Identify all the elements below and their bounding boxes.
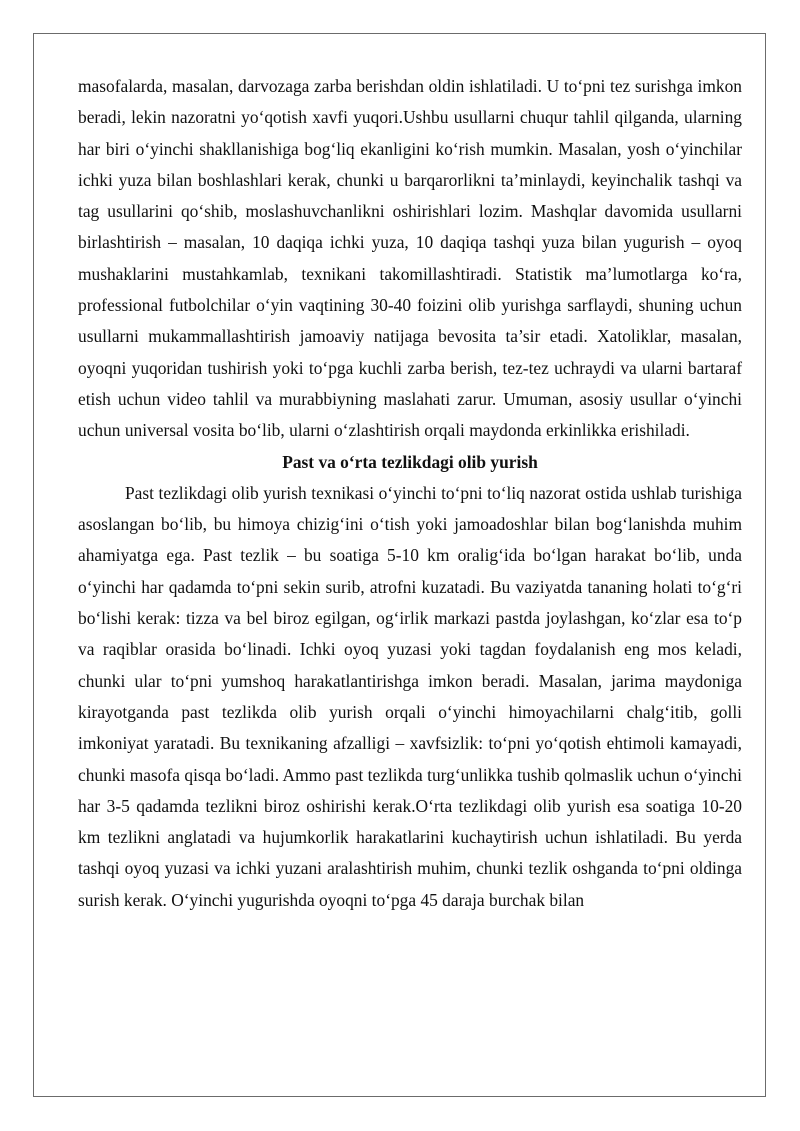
section-heading: Past va o‘rta tezlikdagi olib yurish <box>282 451 538 472</box>
section-paragraph: Past tezlikdagi olib yurish texnikasi o‘yinchi to‘pni to‘liq nazorat ostida ushlab turishiga asoslangan bo‘lib, bu himoya chizig‘ini o‘tish yoki jamoadoshlar bilan bog‘lanishda muhim ahamiyatga ega. Past tezlik – bu soatiga 5-10 km oralig‘ida bo‘lgan harakat bo‘lib, unda o‘yinchi har qadamda to‘pni sekin surib, atrofni kuzatadi. Bu vaziyatda tananing holati to‘g‘ri bo‘lishi kerak: tizza va bel biroz egilgan, og‘irlik markazi pastda joylashgan, ko‘zlar esa to‘p va raqiblar orasida bo‘linadi. Ichki oyoq yuzasi yoki tagdan foydalanish eng mos keladi, chunki ular to‘pni yumshoq harakatlantirishga imkon beradi. Masalan, jarima maydoniga kirayotganda past tezlikda olib yurish orqali o‘yinchi himoyachilarni chalg‘itib, golli imkoniyat yaratadi. Bu texnikaning afzalligi – xavfsizlik: to‘pni yo‘qotish ehtimoli kamayadi, chunki masofa qisqa bo‘ladi. Ammo past tezlikda turg‘unlikka tushib qolmaslik uchun o‘yinchi har 3-5 qadamda tezlikni biroz oshirishi kerak.O‘rta tezlikdagi olib yurish esa soatiga 10-20 km tezlikni anglatadi va hujumkorlik harakatlarini kuchaytirish uchun ishlatiladi. Bu yerda tashqi oyoq yuzasi va ichki yuzani aralashtirish muhim, chunki tezlik oshganda to‘pni oldinga surish kerak. O‘yinchi yugurishda oyoqni to‘pga 45 daraja burchak bilan <box>78 482 742 910</box>
paragraph-continued: masofalarda, masalan, darvozaga zarba berishdan oldin ishlatiladi. U to‘pni tez surishga imkon beradi, lekin nazoratni yo‘qotish xavfi yuqori.Ushbu usullarni chuqur tahlil qilganda, ularning har biri o‘yinchi shakllanishiga bog‘liq ekanligini ko‘rish mumkin. Masalan, yosh o‘yinchilar ichki yuza bilan boshlashlari kerak, chunki u barqarorlikni ta’minlaydi, keyinchalik tashqi va tag usullarini qo‘shib, moslashuvchanlikni oshirishlari lozim. Mashqlar davomida usullarni birlashtirish – masalan, 10 daqiqa ichki yuza, 10 daqiqa tashqi yuza bilan yugurish – oyoq mushaklarini mustahkamlab, texnikani takomillashtiradi. Statistik ma’lumotlarga ko‘ra, professional futbolchilar o‘yin vaqtining 30-40 foizini olib yurishga sarflaydi, shuning uchun usullarni mukammallashtirish jamoaviy natijaga bevosita ta’sir etadi. Xatoliklar, masalan, oyoqni yuqoridan tushirish yoki to‘pga kuchli zarba berish, tez-tez uchraydi va ularni bartaraf etish uchun video tahlil va murabbiyning maslahati zarur. Umuman, asosiy usullar o‘yinchi uchun universal vosita bo‘lib, ularni o‘zlashtirish orqali maydonda erkinlikka erishiladi. <box>78 76 742 441</box>
document-body <box>78 71 742 916</box>
